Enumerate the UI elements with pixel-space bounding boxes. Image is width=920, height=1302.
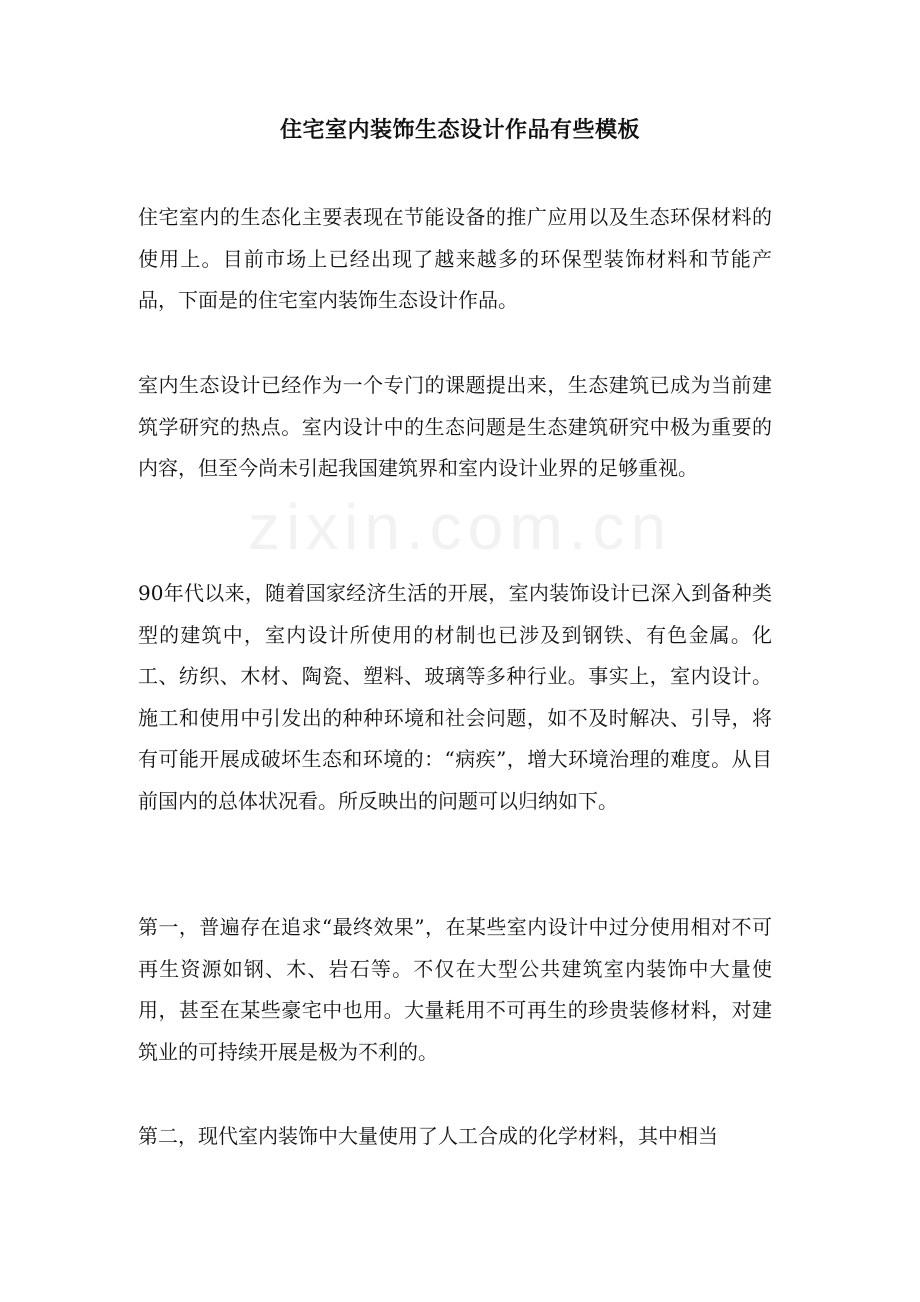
paragraph-4: 第一，普遍存在追求“最终效果”，在某些室内设计中过分使用相对不可再生资源如钢、木、岩石等。不仅在大型公共建筑室内装饰中大量使用，甚至在某些豪宅中也用。大量耗用不可再生的珍贵装修材料，对建筑业的可持续开展是极为不利的。	[138, 915, 772, 1064]
watermark: zixin.com.cn	[247, 491, 673, 563]
document-title: 住宅室内装饰生态设计作品有些模板	[279, 117, 640, 143]
paragraph-1: 住宅室内的生态化主要表现在节能设备的推广应用以及生态环保材料的使用上。目前市场上已经出现了越来越多的环保型装饰材料和节能产品，下面是的住宅室内装饰生态设计作品。	[138, 205, 772, 312]
paragraph-3: 90年代以来，随着国家经济生活的开展，室内装饰设计已深入到备种类型的建筑中，室内设计所使用的材制也已涉及到钢铁、有色金属。化工、纺织、木材、陶瓷、塑料、玻璃等多种行业。事实上，室内设计。施工和使用中引发出的种种环境和社会问题，如不及时解决、引导，将有可能开展成破坏生态和环境的：“病疾”，增大环境治理的难度。从目前国内的总体状况看。所反映出的问题可以归纳如下。	[138, 581, 772, 813]
paragraph-5: 第二，现代室内装饰中大量使用了人工合成的化学材料，其中相当	[138, 1124, 718, 1148]
paragraph-2: 室内生态设计已经作为一个专门的课题提出来，生态建筑已成为当前建筑学研究的热点。室内设计中的生态问题是生态建筑研究中极为重要的内容，但至今尚未引起我国建筑界和室内设计业界的足够重视。	[138, 373, 772, 480]
